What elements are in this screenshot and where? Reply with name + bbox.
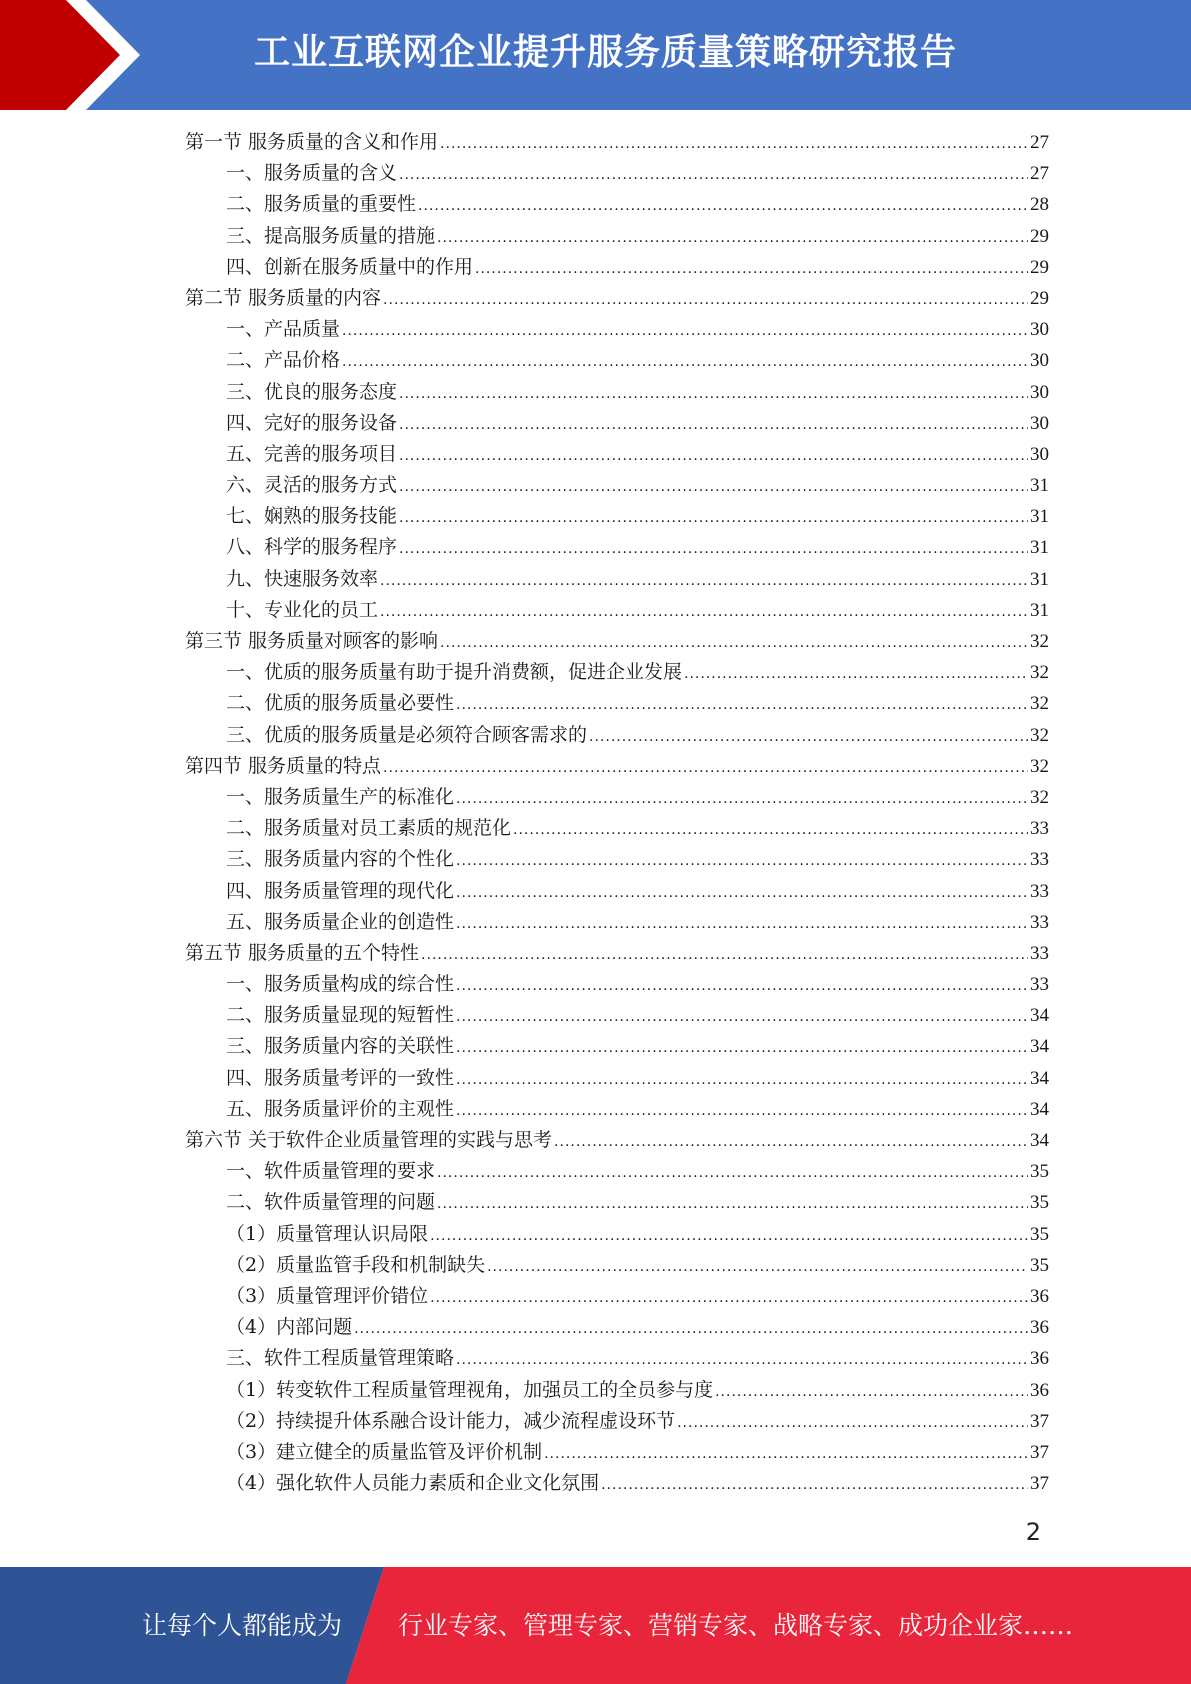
toc-entry-title: （3）建立健全的质量监管及评价机制 xyxy=(226,1440,543,1463)
toc-entry-title: （1）质量管理认识局限 xyxy=(226,1222,429,1245)
toc-page-number: 35 xyxy=(1030,1192,1049,1214)
toc-subentry[interactable] xyxy=(185,595,1049,626)
toc-page-number: 30 xyxy=(1030,412,1049,434)
toc-page-number: 31 xyxy=(1030,537,1049,559)
toc-section-entry[interactable] xyxy=(185,938,1049,969)
toc-entry-title: 五、服务质量评价的主观性 xyxy=(226,1097,455,1120)
toc-page-number: 28 xyxy=(1030,194,1049,216)
toc-subentry[interactable] xyxy=(185,314,1049,345)
toc-dot-leader xyxy=(456,1002,1028,1033)
toc-page-number: 32 xyxy=(1030,662,1049,684)
toc-dot-leader xyxy=(399,441,1028,472)
toc-dot-leader xyxy=(544,1439,1028,1470)
toc-page-number: 36 xyxy=(1030,1317,1049,1339)
toc-page-number: 30 xyxy=(1030,443,1049,465)
toc-subentry[interactable] xyxy=(185,1468,1049,1499)
toc-page-number: 32 xyxy=(1030,786,1049,808)
toc-subentry[interactable] xyxy=(185,1031,1049,1062)
toc-subentry[interactable] xyxy=(185,876,1049,907)
toc-page-number: 33 xyxy=(1030,974,1049,996)
toc-subentry[interactable] xyxy=(185,532,1049,563)
toc-entry-title: （2）质量监管手段和机制缺失 xyxy=(226,1253,486,1276)
toc-entry-title: （1）转变软件工程质量管理视角，加强员工的全员参与度 xyxy=(226,1378,714,1401)
toc-page-number: 37 xyxy=(1030,1473,1049,1495)
toc-page-number: 32 xyxy=(1030,724,1049,746)
toc-subentry[interactable] xyxy=(185,1219,1049,1250)
toc-dot-leader xyxy=(677,1408,1028,1439)
toc-subentry[interactable] xyxy=(185,1250,1049,1281)
toc-entry-title: 二、软件质量管理的问题 xyxy=(226,1191,436,1214)
toc-page-number: 27 xyxy=(1030,132,1049,153)
toc-entry-title: 五、服务质量企业的创造性 xyxy=(226,910,455,933)
toc-dot-leader xyxy=(456,1033,1028,1064)
toc-page-number: 30 xyxy=(1030,350,1049,372)
toc-subentry[interactable] xyxy=(185,1000,1049,1031)
toc-entry-title: 九、快速服务效率 xyxy=(226,567,379,590)
toc-entry-title: 第六节 关于软件企业质量管理的实践与思考 xyxy=(185,1129,553,1151)
toc-dot-leader xyxy=(399,160,1028,191)
toc-page-number: 31 xyxy=(1030,568,1049,590)
toc-dot-leader xyxy=(456,878,1028,909)
toc-subentry[interactable] xyxy=(185,1375,1049,1406)
toc-page-number: 36 xyxy=(1030,1348,1049,1370)
toc-page-number: 33 xyxy=(1030,849,1049,871)
toc-subentry[interactable] xyxy=(185,252,1049,283)
toc-page-number: 37 xyxy=(1030,1441,1049,1463)
toc-dot-leader xyxy=(421,940,1028,971)
toc-entry-title: 第四节 服务质量的特点 xyxy=(185,754,382,777)
toc-page-number: 34 xyxy=(1030,1067,1049,1089)
toc-dot-leader xyxy=(430,1283,1028,1314)
footer-slogan-right: 行业专家、管理专家、营销专家、战略专家、成功企业家…… xyxy=(398,1611,1074,1640)
toc-subentry[interactable] xyxy=(185,813,1049,844)
toc-page-number: 33 xyxy=(1030,911,1049,933)
toc-page-number: 31 xyxy=(1030,599,1049,621)
toc-page-number: 29 xyxy=(1030,287,1049,309)
toc-entry-title: 六、灵活的服务方式 xyxy=(226,474,398,497)
toc-page-number: 33 xyxy=(1030,942,1049,964)
toc-dot-leader xyxy=(440,628,1028,659)
toc-page-number: 29 xyxy=(1030,225,1049,247)
toc-entry-title: 一、服务质量构成的综合性 xyxy=(226,973,455,996)
toc-dot-leader xyxy=(399,379,1028,410)
toc-entry-title: 三、提高服务质量的措施 xyxy=(226,224,436,247)
toc-subentry[interactable] xyxy=(185,1187,1049,1218)
toc-entry-title: 二、服务质量的重要性 xyxy=(226,193,417,216)
toc-subentry[interactable] xyxy=(185,1437,1049,1468)
toc-subentry[interactable] xyxy=(185,377,1049,408)
toc-entry-title: 二、服务质量对员工素质的规范化 xyxy=(226,817,512,840)
toc-dot-leader xyxy=(342,316,1028,347)
toc-subentry[interactable] xyxy=(185,189,1049,220)
toc-page-number: 32 xyxy=(1030,693,1049,715)
toc-entry-title: 一、软件质量管理的要求 xyxy=(226,1160,436,1183)
toc-dot-leader xyxy=(383,285,1028,316)
toc-subentry[interactable] xyxy=(185,345,1049,376)
toc-entry-title: （2）持续提升体系融合设计能力，减少流程虚设环节 xyxy=(226,1409,676,1432)
toc-dot-leader xyxy=(715,1377,1028,1408)
toc-dot-leader xyxy=(513,815,1028,846)
toc-page-number: 29 xyxy=(1030,256,1049,278)
toc-entry-title: 二、优质的服务质量必要性 xyxy=(226,692,455,715)
toc-dot-leader xyxy=(456,971,1028,1002)
toc-dot-leader xyxy=(456,784,1028,815)
toc-subentry[interactable] xyxy=(185,844,1049,875)
toc-entry-title: 一、产品质量 xyxy=(226,318,341,341)
toc-page-number: 37 xyxy=(1030,1410,1049,1432)
toc-entry-title: 三、软件工程质量管理策略 xyxy=(226,1347,455,1370)
toc-page-number: 35 xyxy=(1030,1161,1049,1183)
toc-entry-title: 一、服务质量的含义 xyxy=(226,162,398,185)
toc-dot-leader xyxy=(456,846,1028,877)
toc-dot-leader xyxy=(456,909,1028,940)
toc-subentry[interactable] xyxy=(185,720,1049,751)
toc-page-number: 34 xyxy=(1030,1036,1049,1058)
toc-entry-title: 三、优质的服务质量是必须符合顾客需求的 xyxy=(226,723,588,746)
toc-subentry[interactable] xyxy=(185,501,1049,532)
toc-subentry[interactable] xyxy=(185,221,1049,252)
toc-page-number: 33 xyxy=(1030,818,1049,840)
toc-dot-leader xyxy=(437,1158,1028,1189)
toc-entry-title: 三、优良的服务态度 xyxy=(226,380,398,403)
toc-entry-title: （4）强化软件人员能力素质和企业文化氛围 xyxy=(226,1472,600,1495)
toc-dot-leader xyxy=(601,1470,1028,1501)
toc-subentry[interactable] xyxy=(185,158,1049,189)
toc-entry-title: 八、科学的服务程序 xyxy=(226,536,398,559)
toc-dot-leader xyxy=(475,254,1028,285)
toc-page-number: 32 xyxy=(1030,631,1049,652)
toc-dot-leader xyxy=(437,1189,1028,1220)
toc-subentry[interactable] xyxy=(185,907,1049,938)
toc-dot-leader xyxy=(399,410,1028,441)
toc-subentry[interactable] xyxy=(185,408,1049,439)
toc-entry-title: 五、完善的服务项目 xyxy=(226,442,398,465)
toc-dot-leader xyxy=(440,129,1028,160)
toc-entry-title: 二、服务质量显现的短暂性 xyxy=(226,1004,455,1027)
toc-dot-leader xyxy=(684,659,1028,690)
toc-page-number: 35 xyxy=(1030,1254,1049,1276)
page-header xyxy=(0,0,1191,110)
toc-subentry[interactable] xyxy=(185,439,1049,470)
toc-entry-title: 四、创新在服务质量中的作用 xyxy=(226,255,474,278)
toc-subentry[interactable] xyxy=(185,1281,1049,1312)
toc-section-entry[interactable] xyxy=(185,127,1049,158)
toc-entry-title: 第三节 服务质量对顾客的影响 xyxy=(185,630,439,652)
toc-subentry[interactable] xyxy=(185,1343,1049,1374)
toc-dot-leader xyxy=(554,1127,1028,1158)
toc-subentry[interactable] xyxy=(185,1312,1049,1343)
toc-dot-leader xyxy=(430,1221,1028,1252)
toc-dot-leader xyxy=(380,597,1028,628)
table-of-contents xyxy=(185,127,1049,1499)
toc-dot-leader xyxy=(383,753,1028,784)
toc-dot-leader xyxy=(418,191,1028,222)
toc-dot-leader xyxy=(456,1065,1028,1096)
page-number: 2 xyxy=(1025,1518,1041,1546)
toc-page-number: 34 xyxy=(1030,1005,1049,1027)
toc-dot-leader xyxy=(399,503,1028,534)
toc-entry-title: 一、优质的服务质量有助于提升消费额，促进企业发展 xyxy=(226,661,683,684)
toc-section-entry[interactable] xyxy=(185,283,1049,314)
toc-subentry[interactable] xyxy=(185,1156,1049,1187)
toc-entry-title: 三、服务质量内容的关联性 xyxy=(226,1035,455,1058)
toc-dot-leader xyxy=(399,534,1028,565)
toc-dot-leader xyxy=(487,1252,1028,1283)
toc-page-number: 30 xyxy=(1030,319,1049,341)
toc-page-number: 27 xyxy=(1030,163,1049,185)
toc-page-number: 32 xyxy=(1030,755,1049,777)
toc-subentry[interactable] xyxy=(185,782,1049,813)
toc-dot-leader xyxy=(456,690,1028,721)
toc-entry-title: 十、专业化的员工 xyxy=(226,598,379,621)
toc-dot-leader xyxy=(399,472,1028,503)
toc-subentry[interactable] xyxy=(185,969,1049,1000)
toc-subentry[interactable] xyxy=(185,688,1049,719)
toc-page-number: 36 xyxy=(1030,1379,1049,1401)
toc-page-number: 34 xyxy=(1030,1130,1049,1151)
toc-page-number: 36 xyxy=(1030,1285,1049,1307)
toc-subentry[interactable] xyxy=(185,564,1049,595)
toc-subentry[interactable] xyxy=(185,470,1049,501)
toc-page-number: 31 xyxy=(1030,475,1049,497)
toc-page-number: 31 xyxy=(1030,506,1049,528)
toc-subentry[interactable] xyxy=(185,657,1049,688)
toc-dot-leader xyxy=(354,1314,1028,1345)
footer-slogan-left: 让每个人都能成为 xyxy=(142,1611,343,1640)
toc-entry-title: 第一节 服务质量的含义和作用 xyxy=(185,131,439,153)
toc-dot-leader xyxy=(589,722,1028,753)
toc-page-number: 33 xyxy=(1030,880,1049,902)
toc-page-number: 34 xyxy=(1030,1098,1049,1120)
toc-entry-title: （3）质量管理评价错位 xyxy=(226,1284,429,1307)
toc-entry-title: （4）内部问题 xyxy=(226,1316,353,1339)
toc-subentry[interactable] xyxy=(185,1406,1049,1437)
toc-dot-leader xyxy=(456,1345,1028,1376)
report-title: 工业互联网企业提升服务质量策略研究报告 xyxy=(253,32,957,73)
toc-dot-leader xyxy=(437,223,1028,254)
page-footer xyxy=(0,1567,1191,1684)
toc-entry-title: 七、娴熟的服务技能 xyxy=(226,505,398,528)
toc-entry-title: 一、服务质量生产的标准化 xyxy=(226,785,455,808)
toc-entry-title: 三、服务质量内容的个性化 xyxy=(226,848,455,871)
toc-entry-title: 四、完好的服务设备 xyxy=(226,411,398,434)
toc-section-entry[interactable] xyxy=(185,1125,1049,1156)
toc-subentry[interactable] xyxy=(185,1063,1049,1094)
toc-section-entry[interactable] xyxy=(185,751,1049,782)
toc-section-entry[interactable] xyxy=(185,626,1049,657)
toc-entry-title: 第二节 服务质量的内容 xyxy=(185,286,382,309)
toc-page-number: 30 xyxy=(1030,381,1049,403)
toc-dot-leader xyxy=(342,347,1028,378)
toc-page-number: 35 xyxy=(1030,1223,1049,1245)
toc-entry-title: 二、产品价格 xyxy=(226,349,341,372)
toc-entry-title: 四、服务质量考评的一致性 xyxy=(226,1066,455,1089)
toc-entry-title: 四、服务质量管理的现代化 xyxy=(226,879,455,902)
toc-dot-leader xyxy=(456,1096,1028,1127)
toc-dot-leader xyxy=(380,566,1028,597)
toc-entry-title: 第五节 服务质量的五个特性 xyxy=(185,941,420,964)
toc-subentry[interactable] xyxy=(185,1094,1049,1125)
